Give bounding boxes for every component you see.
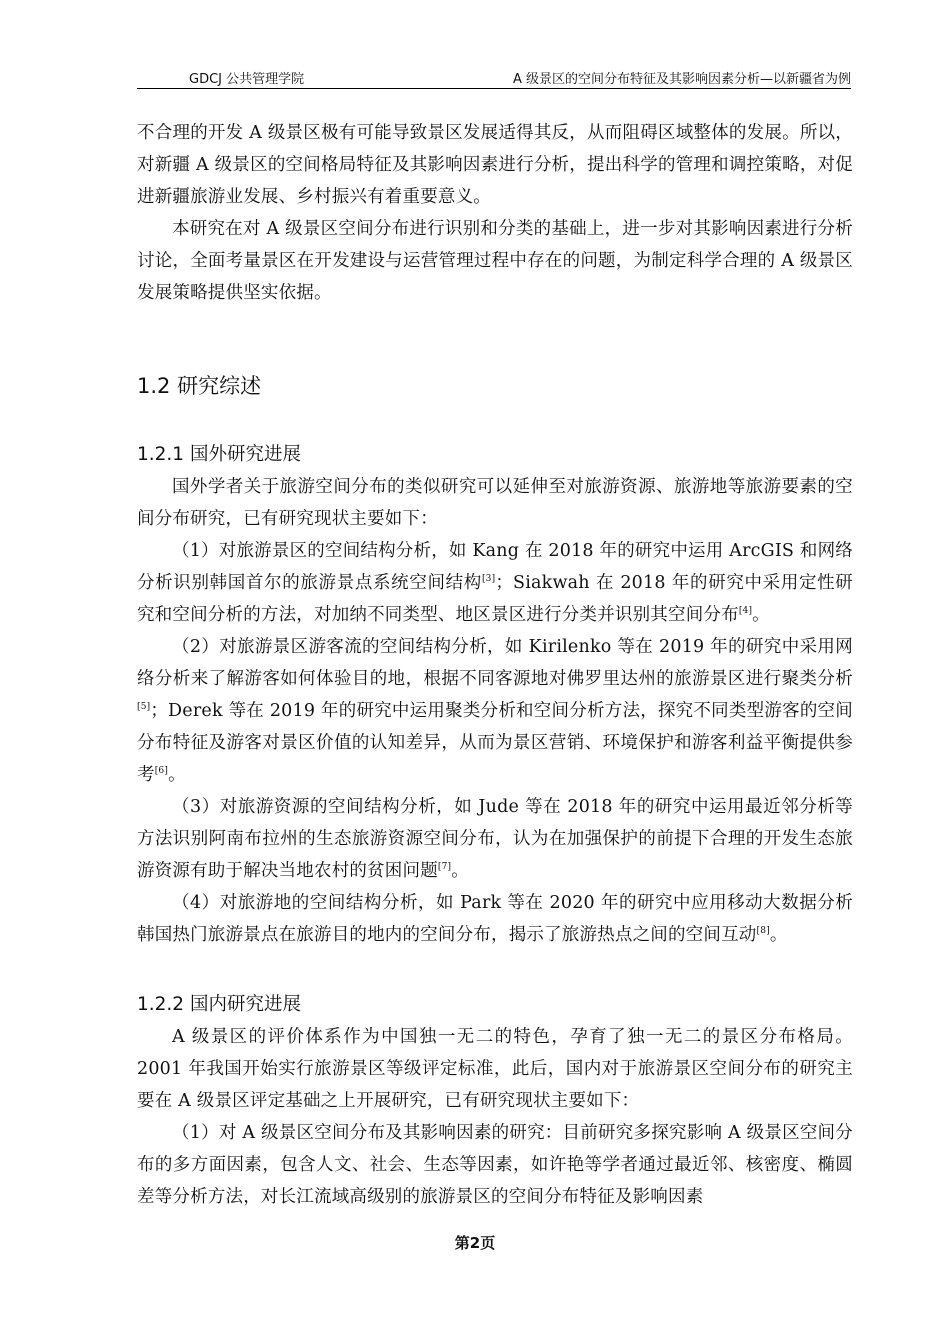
citation-8: [8] — [756, 926, 770, 936]
domestic-research-block — [137, 1021, 853, 1213]
citation-6: [6] — [154, 766, 169, 776]
header-thesis-title: A 级景区的空间分布特征及其影响因素分析—以新疆省为例 — [512, 72, 851, 87]
citation-3: [3] — [481, 574, 496, 584]
foreign-item-2: （2）对旅游景区游客流的空间结构分析，如 Kirilenko 等在 2019 年的研究中采用网络分析来了解游客如何体验目的地，根据不同客源地对佛罗里达州的旅游景区进行聚类分析[5]；Derek 等在 2019 年的研究中运用聚类分析和空间分析方法，探究不同类型游客的空间分布特征及游客对景区价值的认知差异，从而为景区营销、环境保护和游客利益平衡提供参考[6]。 — [137, 637, 853, 785]
foreign-item-4: （4）对旅游地的空间结构分析，如 Park 等在 2020 年的研究中应用移动大数据分析韩国热门旅游景点在旅游目的地内的空间分布，揭示了旅游热点之间的空间互动[8]。 — [137, 893, 853, 945]
intro-paragraph-2: 本研究在对 A 级景区空间分布进行识别和分类的基础上，进一步对其影响因素进行分析讨论，全面考量景区在开发建设与运营管理过程中存在的问题，为制定科学合理的 A 级景区发展策略提供坚实依据。 — [137, 219, 853, 303]
intro-block — [137, 117, 853, 309]
section-heading-1-2: 1.2 研究综述 — [137, 374, 262, 398]
foreign-lead-paragraph: 国外学者关于旅游空间分布的类似研究可以延伸至对旅游资源、旅游地等旅游要素的空间分布研究，已有研究现状主要如下： — [137, 477, 853, 529]
foreign-item-3: （3）对旅游资源的空间结构分析，如 Jude 等在 2018 年的研究中运用最近邻分析等方法识别阿南布拉州的生态旅游资源空间分布，认为在加强保护的前提下合理的开发生态旅游资源有助于解决当地农村的贫困问题[7]。 — [137, 797, 853, 881]
intro-paragraph-1: 不合理的开发 A 级景区极有可能导致景区发展适得其反，从而阻碍区域整体的发展。所以，对新疆 A 级景区的空间格局特征及其影响因素进行分析，提出科学的管理和调控策略，对促进新疆旅游业发展、乡村振兴有着重要意义。 — [137, 123, 853, 207]
foreign-item-1: （1）对旅游景区的空间结构分析，如 Kang 在 2018 年的研究中运用 ArcGIS 和网络分析识别韩国首尔的旅游景点系统空间结构[3]；Siakwah 在 2018 年的研究中采用定性研究和空间分析的方法，对加纳不同类型、地区景区进行分类并识别其空间分布[4]。 — [137, 541, 853, 625]
section-heading-1-2-2: 1.2.2 国内研究进展 — [137, 994, 301, 1015]
section-heading-1-2-1: 1.2.1 国外研究进展 — [137, 444, 301, 465]
page-header — [137, 66, 851, 89]
page-number: 第2页 — [454, 1234, 496, 1252]
domestic-item-1: （1）对 A 级景区空间分布及其影响因素的研究：目前研究多探究影响 A 级景区空间分布的多方面因素，包含人文、社会、生态等因素，如许艳等学者通过最近邻、核密度、椭圆差等分析方法，对长江流域高级别的旅游景区的空间分布特征及影响因素 — [137, 1123, 853, 1207]
header-institution: GDCJ 公共管理学院 — [189, 72, 305, 87]
citation-4: [4] — [738, 606, 753, 616]
citation-5: [5] — [137, 702, 151, 712]
domestic-lead-paragraph: A 级景区的评价体系作为中国独一无二的特色，孕育了独一无二的景区分布格局。2001 年我国开始实行旅游景区等级评定标准，此后，国内对于旅游景区空间分布的研究主要在 A 级景区评定基础之上开展研究，已有研究现状主要如下： — [137, 1027, 853, 1111]
citation-7: [7] — [437, 862, 452, 872]
foreign-research-block — [137, 471, 853, 951]
